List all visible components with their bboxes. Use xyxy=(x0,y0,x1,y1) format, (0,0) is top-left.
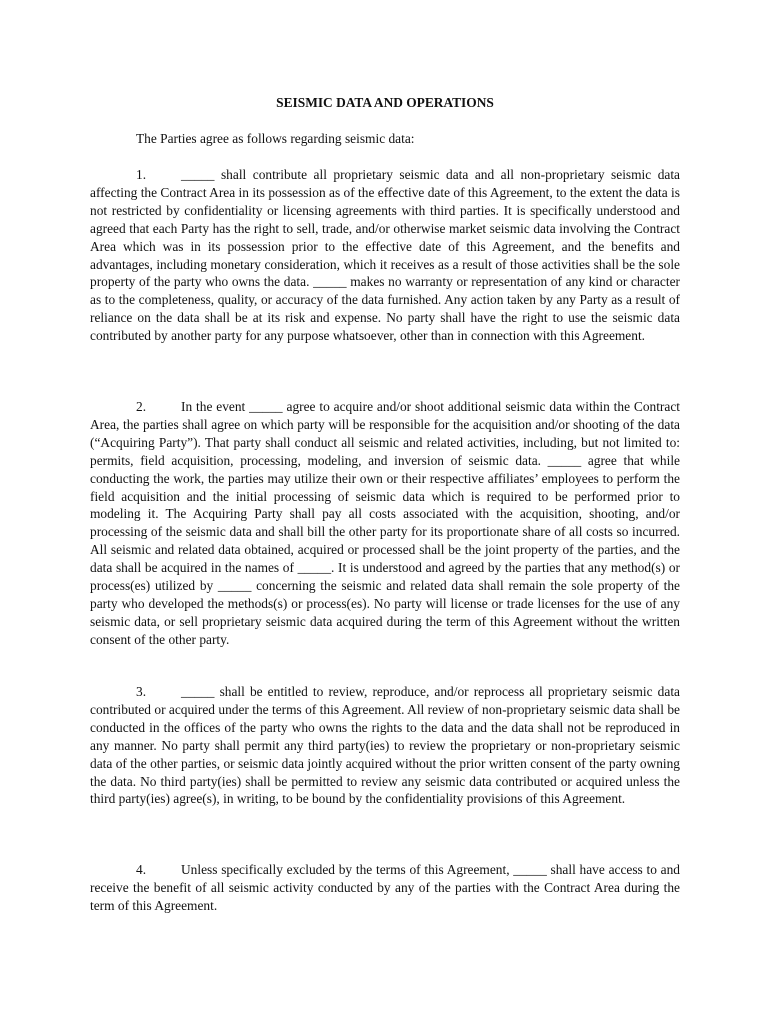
paragraph-4 xyxy=(90,861,680,915)
paragraph-number: 2. xyxy=(136,399,147,414)
paragraph-number: 3. xyxy=(136,684,147,699)
document-title: SEISMIC DATA AND OPERATIONS xyxy=(276,95,494,110)
paragraph-2 xyxy=(90,398,680,649)
paragraph-number: 4. xyxy=(136,862,147,877)
paragraph-text: In the event _____ agree to acquire and/or shoot additional seismic data within the Contract Area, the parties shall agree on which party will be responsible for the acquisition and/or shooting of the data (“Acquiring Party”). That party shall conduct all seismic and related activities, including, but not limited to: permits, field acquisition, processing, modeling, and inversion of seismic data. _____ agree that while conducting the work, the parties may utilize their own or their respective affiliates’ employees to perform the field acquisition and the initial processing of seismic data which is required to be performed prior to modeling it. The Acquiring Party shall pay all costs associated with the acquisition, shooting, and/or processing of the seismic data and shall bill the other party for its proportionate share of all costs so incurred. All seismic and related data obtained, acquired or processed shall be the joint property of the parties, and the data shall be acquired in the names of _____. It is understood and agreed by the parties that any method(s) or process(es) utilized by _____ concerning the seismic and related data shall remain the sole property of the party who developed the methods(s) or process(es). No party will license or trade licenses for the use of any seismic data, or sell proprietary seismic data acquired during the term of this Agreement without the written consent of the other party. xyxy=(90,399,680,647)
paragraph-text: _____ shall contribute all proprietary seismic data and all non-proprietary seismic data affecting the Contract Area in its possession as of the effective date of this Agreement, to the extent the data is not restricted by confidentiality or licensing agreements with third parties. It is specifically understood and agreed that each Party has the right to sell, trade, and/or otherwise market seismic data involving the Contract Area which was in its possession prior to the effective date of this Agreement, and the benefits and advantages, including monetary consideration, which it receives as a result of those activities shall be the sole property of the party who owns the data. _____ makes no warranty or representation of any kind or character as to the completeness, quality, or accuracy of the data furnished. Any action taken by any Party as a result of reliance on the data shall be at its risk and expense. No party shall have the right to use the seismic data contributed by another party for any purpose whatsoever, other than in connection with this Agreement. xyxy=(90,167,680,344)
paragraph-3 xyxy=(90,683,680,808)
paragraph-text: Unless specifically excluded by the terms of this Agreement, _____ shall have access to and receive the benefit of all seismic activity conducted by any of the parties with the Contract Area during the term of this Agreement. xyxy=(90,862,680,913)
paragraph-1 xyxy=(90,166,680,345)
paragraph-number: 1. xyxy=(136,167,147,182)
paragraph-text: _____ shall be entitled to review, reproduce, and/or reprocess all proprietary seismic data contributed or acquired under the terms of this Agreement. All review of non-proprietary seismic data shall be conducted in the offices of the party who owns the rights to the data and the data shall not be reproduced in any manner. No party shall permit any third party(ies) to review the proprietary or non-proprietary seismic data of the other parties, or seismic data jointly acquired without the prior written consent of the party owning the data. No third party(ies) shall be permitted to review any seismic data contributed or acquired unless the third party(ies) agree(s), in writing, to be bound by the confidentiality provisions of this Agreement. xyxy=(90,684,680,807)
intro-text: The Parties agree as follows regarding seismic data: xyxy=(136,131,415,146)
